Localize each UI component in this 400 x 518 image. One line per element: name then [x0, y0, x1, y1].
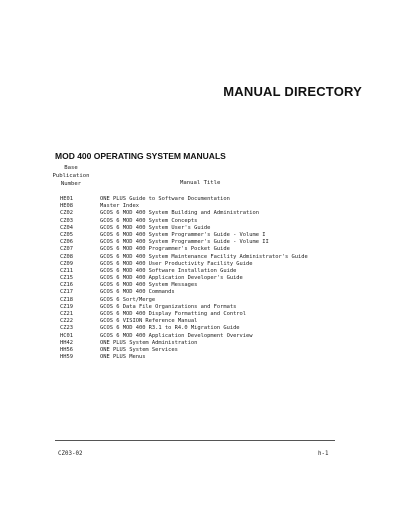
table-row — [60, 354, 380, 361]
table-row — [60, 318, 380, 325]
footer-divider — [55, 440, 335, 441]
manual-title: GCOS 6 MOD 400 System Programmer's Guide - Volume I — [100, 231, 266, 238]
publication-number: HC01 — [60, 332, 73, 339]
publication-number: HH42 — [60, 339, 73, 346]
publication-number: CZ11 — [60, 267, 73, 274]
manual-title: GCOS 6 MOD 400 Application Development Overview — [100, 332, 253, 339]
publication-number: CZ15 — [60, 275, 73, 282]
publication-number: CZ23 — [60, 325, 73, 332]
manual-title: GCOS 6 MOD 400 System Concepts — [100, 217, 198, 224]
manual-title: Master Index — [100, 203, 139, 210]
publication-number: CZ03 — [60, 217, 73, 224]
manual-title: GCOS 6 MOD 400 System User's Guide — [100, 224, 211, 231]
manual-title: GCOS 6 MOD 400 R3.1 to R4.0 Migration Guide — [100, 325, 240, 332]
manual-title: GCOS 6 MOD 400 System Maintenance Facility Administrator's Guide — [100, 253, 308, 260]
manual-title: GCOS 6 MOD 400 Display Formatting and Control — [100, 311, 247, 317]
table-row — [60, 196, 380, 203]
manual-title-header: Manual Title — [180, 180, 221, 186]
table-row — [60, 340, 380, 347]
header-line-publication: Publication — [52, 173, 90, 179]
publication-number: CZ19 — [60, 303, 73, 310]
manual-title: GCOS 6 VISION Reference Manual — [100, 318, 198, 325]
manual-title: GCOS 6 MOD 400 System Programmer's Guide - Volume II — [100, 239, 269, 246]
manual-title: ONE PLUS System Services — [100, 346, 178, 353]
manual-title: GCOS 6 MOD 400 Software Installation Guide — [100, 267, 237, 274]
header-line-base: Base — [64, 165, 78, 171]
publication-number: CZ18 — [60, 296, 73, 303]
publication-number: HE08 — [60, 203, 73, 210]
manual-title: GCOS 6 MOD 400 System Messages — [100, 282, 198, 289]
manual-title: GCOS 6 MOD 400 System Building and Administration — [100, 210, 260, 217]
manual-title: ONE PLUS Guide to Software Documentation — [100, 196, 230, 202]
table-row — [60, 246, 380, 253]
publication-number: CZ05 — [60, 231, 73, 238]
manual-title: GCOS 6 Data File Organizations and Formats — [100, 303, 237, 310]
table-row — [60, 311, 380, 318]
manual-title: GCOS 6 Sort/Merge — [100, 296, 156, 303]
table-row — [60, 289, 380, 296]
table-row — [60, 268, 380, 275]
table-row — [60, 333, 380, 340]
table-row — [60, 239, 380, 246]
publication-number: CZ16 — [60, 282, 73, 289]
header-line-number: Number — [60, 181, 82, 187]
publication-number: CZ02 — [60, 210, 73, 217]
footer-document-number: CZ03-02 — [58, 451, 83, 457]
publication-number: CZ09 — [60, 260, 73, 267]
manual-title: ONE PLUS Menus — [100, 354, 146, 361]
publication-number: CZ06 — [60, 239, 73, 246]
manual-title: GCOS 6 MOD 400 Application Developer's Guide — [100, 275, 243, 282]
page-heading: MANUAL DIRECTORY — [223, 84, 362, 99]
table-row — [60, 254, 380, 261]
manual-title: ONE PLUS System Administration — [100, 339, 198, 346]
table-row — [60, 210, 380, 217]
table-row — [60, 261, 380, 268]
section-title: MOD 400 OPERATING SYSTEM MANUALS — [55, 151, 226, 161]
publication-number: CZ22 — [60, 318, 73, 325]
table-row — [60, 347, 380, 354]
publication-number: CZ08 — [60, 253, 73, 260]
manual-title: GCOS 6 MOD 400 Programmer's Pocket Guide — [100, 246, 230, 253]
table-row — [60, 304, 380, 311]
table-row — [60, 203, 380, 210]
publication-number: CZ17 — [60, 289, 73, 296]
publication-number: CZ07 — [60, 246, 73, 253]
table-row — [60, 325, 380, 332]
footer-page-number: h-1 — [318, 451, 329, 457]
publication-number: CZ04 — [60, 224, 73, 231]
table-row — [60, 297, 380, 304]
publication-number: HE01 — [60, 196, 73, 202]
manual-list — [60, 196, 380, 361]
publication-number: HH59 — [60, 354, 73, 361]
table-row — [60, 225, 380, 232]
manual-title: GCOS 6 MOD 400 User Productivity Facility Guide — [100, 260, 253, 267]
publication-number-header — [52, 164, 90, 188]
table-row — [60, 282, 380, 289]
table-row — [60, 275, 380, 282]
publication-number: CZ21 — [60, 311, 73, 317]
table-row — [60, 232, 380, 239]
manual-title: GCOS 6 MOD 400 Commands — [100, 289, 175, 296]
publication-number: HH56 — [60, 346, 73, 353]
table-row — [60, 218, 380, 225]
